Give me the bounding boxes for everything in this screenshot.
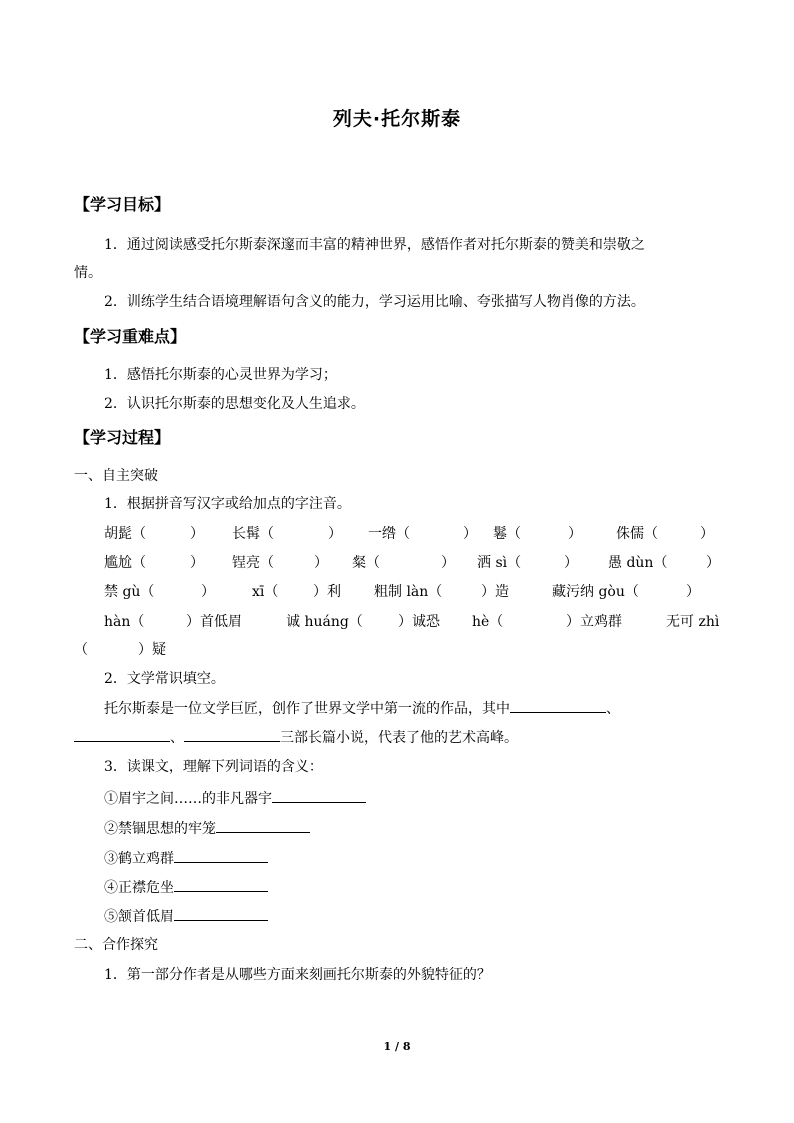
vocab-term: ④正襟危坐 [104, 880, 174, 896]
answer-blank[interactable] [74, 727, 170, 742]
goal-line-1: 1．通过阅读感受托尔斯泰深邃而丰富的精神世界，感悟作者对托尔斯泰的赞美和崇敬之 [104, 237, 645, 253]
part1-question-2: 2．文学常识填空。 [104, 671, 225, 687]
row4-item: 无可 zhì [666, 614, 720, 630]
vocab-item-5 [104, 906, 268, 926]
vocab-item-2 [104, 818, 310, 838]
pinyin-row-4 [0, 611, 794, 631]
row3-item: ） [201, 584, 215, 600]
row2-item: ） [190, 555, 204, 571]
part1-heading: 一、自主突破 [74, 468, 158, 484]
answer-blank[interactable] [216, 818, 310, 833]
row3-item: ）利 [313, 584, 341, 600]
row4-item: 诚 huáng（ [286, 614, 363, 630]
row2-item: 粲（ [352, 555, 380, 571]
row2-item: 愚 dùn（ [608, 555, 668, 571]
row4-item: ）诚恐 [398, 614, 440, 630]
goal-line-3: 2．训练学生结合语境理解语句含义的能力，学习运用比喻、夸张描写人物肖像的方法。 [104, 294, 645, 310]
comma: 、 [170, 730, 184, 746]
row1-item: 侏儒（ [616, 526, 658, 542]
section-process-title: 【学习过程】 [74, 428, 171, 447]
row5-item: ）疑 [138, 642, 166, 658]
page-title: 列夫·托尔斯泰 [332, 108, 462, 130]
comma: 、 [606, 701, 620, 717]
row2-item: 锃亮（ [232, 555, 274, 571]
row5-item: （ [74, 642, 88, 658]
row3-item: 粗制 làn（ [374, 584, 443, 600]
section-goals-title: 【学习目标】 [74, 195, 171, 214]
vocab-term: ②禁锢思想的牢笼 [104, 821, 216, 837]
row1-item: ） [568, 526, 582, 542]
row3-item: 藏污纳 gòu（ [552, 584, 639, 600]
row2-item: 尴尬（ [104, 555, 146, 571]
answer-blank[interactable] [184, 727, 280, 742]
literature-fill-line-1 [104, 698, 620, 718]
part1-question-3: 3．读课文，理解下列词语的含义： [104, 759, 323, 775]
section-key-title: 【学习重难点】 [74, 327, 187, 346]
answer-blank[interactable] [174, 877, 268, 892]
goal-line-2: 情。 [74, 265, 102, 281]
literature-text-a: 托尔斯泰是一位文学巨匠，创作了世界文学中第一流的作品，其中 [104, 701, 510, 717]
key-line-1: 1．感悟托尔斯泰的心灵世界为学习； [104, 367, 337, 383]
part1-question-1: 1．根据拼音写汉字或给加点的字注音。 [104, 496, 351, 512]
row3-item: ）造 [481, 584, 509, 600]
answer-blank[interactable] [510, 698, 606, 713]
answer-blank[interactable] [272, 788, 366, 803]
row1-item: 鬈（ [493, 526, 521, 542]
part2-heading: 二、合作探究 [74, 937, 158, 953]
vocab-term: ③鹤立鸡群 [104, 851, 174, 867]
part2-question-1: 1．第一部分作者是从哪些方面来刻画托尔斯泰的外貌特征的？ [104, 967, 491, 983]
vocab-item-1 [104, 788, 366, 808]
pinyin-row-3 [0, 581, 794, 601]
vocab-term: ⑤颔首低眉 [104, 909, 174, 925]
row2-item: ） [441, 555, 455, 571]
vocab-term: ①眉宇之间……的非凡器宇 [104, 791, 272, 807]
literature-text-b: 三部长篇小说，代表了他的艺术高峰。 [280, 730, 518, 746]
row4-item: hè（ [472, 614, 504, 630]
row3-item: xī（ [252, 584, 279, 600]
literature-fill-line-2 [74, 727, 518, 747]
vocab-item-4 [104, 877, 268, 897]
answer-blank[interactable] [174, 848, 268, 863]
page-number: 1 / 8 [383, 1040, 411, 1053]
pinyin-row-1 [0, 523, 794, 543]
row1-item: ） [190, 526, 204, 542]
row1-item: 胡髭（ [104, 526, 146, 542]
row2-item: ） [564, 555, 578, 571]
row3-item: ） [686, 584, 700, 600]
pinyin-row-2 [0, 552, 794, 572]
row1-item: ） [328, 526, 342, 542]
row1-item: 长髯（ [232, 526, 274, 542]
vocab-item-3 [104, 848, 268, 868]
row2-item: 洒 sì（ [477, 555, 522, 571]
answer-blank[interactable] [174, 906, 268, 921]
row4-item: ）首低眉 [186, 614, 242, 630]
key-line-2: 2．认识托尔斯泰的思想变化及人生追求。 [104, 396, 365, 412]
pinyin-row-5 [0, 639, 794, 659]
row4-item: hàn（ [104, 614, 145, 630]
row1-item: ） [463, 526, 477, 542]
row3-item: 禁 gù（ [104, 584, 155, 600]
row4-item: ）立鸡群 [566, 614, 622, 630]
row2-item: ） [314, 555, 328, 571]
row1-item: 一绺（ [368, 526, 410, 542]
row1-item: ） [700, 526, 714, 542]
row2-item: ） [706, 555, 720, 571]
